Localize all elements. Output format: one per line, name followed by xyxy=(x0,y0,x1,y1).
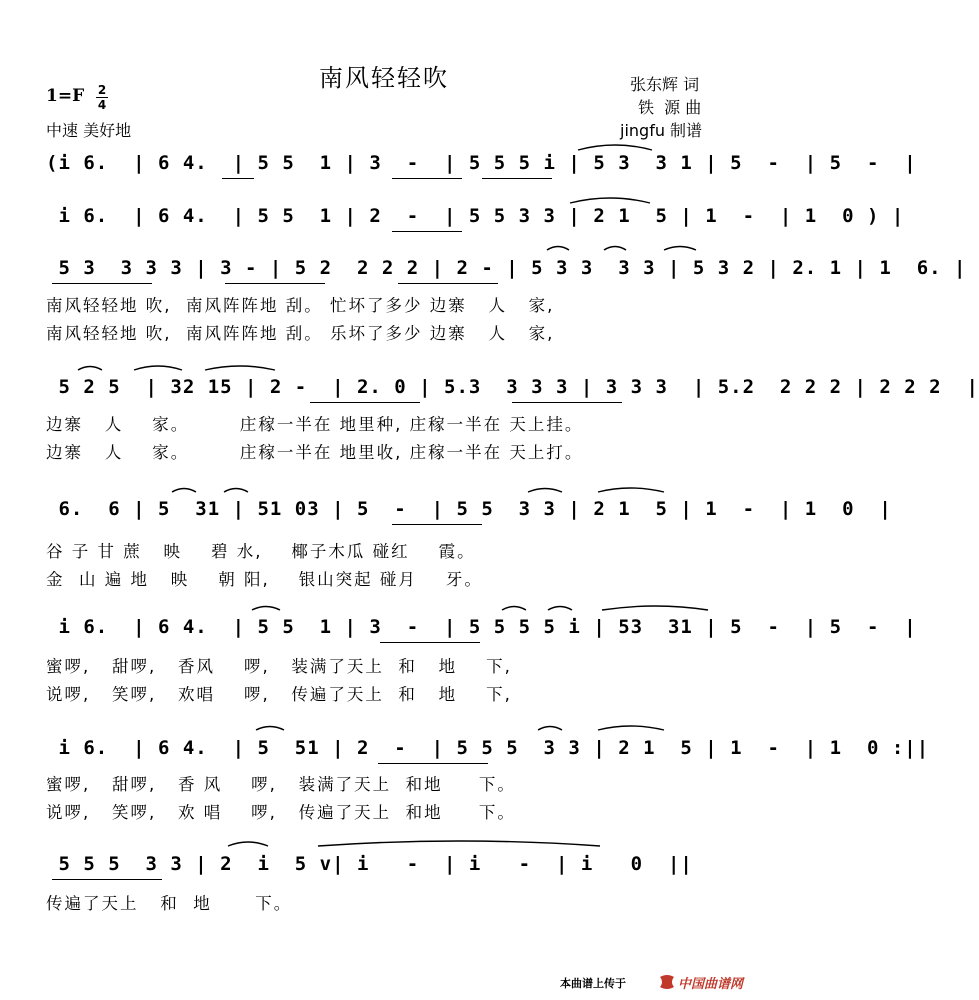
lyric-row-7-verse-1: 蜜啰, 甜啰, 香 风 啰, 装满了天上 和地 下。 xyxy=(46,775,516,794)
lyric-row-5-verse-1: 谷 子 甘 蔗 映 碧 水, 椰子木瓜 碰红 霞。 xyxy=(46,542,476,561)
lyric-row-6-verse-2: 说啰, 笑啰, 欢唱 啰, 传遍了天上 和 地 下, xyxy=(46,685,512,704)
key-signature: 1=F xyxy=(46,86,85,106)
song-title: 南风轻轻吹 xyxy=(319,64,449,92)
slur-arc xyxy=(528,489,562,493)
slur-arc xyxy=(604,247,626,251)
notation-row-5: 6. 6 | 5 31 | 51 03 | 5 - | 5 5 3 3 | 2 1 5 | 1 - | 1 0 | xyxy=(46,498,892,520)
slur-arc xyxy=(502,607,526,611)
notation-row-2: i 6. | 6 4. | 5 5 1 | 2 - | 5 5 3 3 | 2 1 5 | 1 - | 1 0 ) | xyxy=(46,205,905,227)
notation-row-3: 5 3 3 3 3 | 3 - | 5 2 2 2 2 | 2 - | 5 3 3 3 3 | 5 3 2 | 2. 1 | 1 6. | xyxy=(46,257,967,279)
lyric-row-4-verse-2: 边寨 人 家。 庄稼一半在 地里收, 庄稼一半在 天上打。 xyxy=(46,443,584,462)
lyric-row-5-verse-2: 金 山 遍 地 映 朝 阳, 银山突起 碰月 牙。 xyxy=(46,570,483,589)
composer-credit: 铁 源 曲 xyxy=(638,98,702,117)
lyric-row-3-verse-2: 南风轻轻地 吹, 南风阵阵地 刮。 乐坏了多少 边寨 人 家, xyxy=(46,324,555,343)
slur-arc xyxy=(172,489,196,493)
time-signature-top: 2 xyxy=(97,83,107,97)
slur-arc xyxy=(538,727,562,731)
lyric-row-3-verse-1: 南风轻轻地 吹, 南风阵阵地 刮。 忙坏了多少 边寨 人 家, xyxy=(46,296,555,315)
lyric-row-7-verse-2: 说啰, 笑啰, 欢 唱 啰, 传遍了天上 和地 下。 xyxy=(46,803,516,822)
slur-arc xyxy=(598,488,664,492)
site-logo-text: 中国曲谱网 xyxy=(678,977,744,992)
slur-arc xyxy=(205,366,275,370)
slur-arc xyxy=(598,726,664,730)
slur-arc xyxy=(664,247,696,251)
slur-arc xyxy=(602,606,708,610)
site-logo-icon xyxy=(658,974,676,990)
notation-row-6: i 6. | 6 4. | 5 5 1 | 3 - | 5 5 5 5 i | 53 31 | 5 - | 5 - | xyxy=(46,616,917,638)
slur-arc xyxy=(547,247,569,251)
time-signature-bottom: 4 xyxy=(97,98,107,112)
notation-row-4: 5 2 5 | 32 15 | 2 - | 2. 0 | 5.3 3 3 3 | 3 3 3 | 5.2 2 2 2 | 2 2 2 | xyxy=(46,376,979,398)
notation-row-8: 5 5 5 3 3 | 2 i 5 v| i - | i - | i 0 || xyxy=(46,853,693,875)
lyric-row-4-verse-1: 边寨 人 家。 庄稼一半在 地里种, 庄稼一半在 天上挂。 xyxy=(46,415,584,434)
lyric-row-6-verse-1: 蜜啰, 甜啰, 香风 啰, 装满了天上 和 地 下, xyxy=(46,657,512,676)
slur-arc xyxy=(224,489,248,493)
slur-arc xyxy=(548,607,572,611)
slur-arc xyxy=(78,367,102,371)
lyric-row-8-verse-1: 传遍了天上 和 地 下。 xyxy=(46,894,293,913)
slur-arc xyxy=(228,842,268,846)
slur-arc xyxy=(318,841,600,846)
slur-arc xyxy=(578,145,652,150)
tempo-marking: 中速 美好地 xyxy=(46,121,132,140)
slur-arc xyxy=(570,198,650,203)
slur-arc xyxy=(252,607,280,611)
lyricist-credit: 张东辉 词 xyxy=(630,75,700,94)
engraver-credit: jingfu 制谱 xyxy=(620,121,703,140)
notation-row-1: (i 6. | 6 4. | 5 5 1 | 3 - | 5 5 5 i | 5 3 3 1 | 5 - | 5 - | xyxy=(46,152,917,174)
notation-row-7: i 6. | 6 4. | 5 51 | 2 - | 5 5 5 3 3 | 2 1 5 | 1 - | 1 0 :|| xyxy=(46,737,930,759)
slur-arc xyxy=(134,366,182,370)
slur-arc xyxy=(256,727,284,731)
upload-source-label: 本曲谱上传于 xyxy=(560,977,626,990)
source-watermark xyxy=(560,972,765,994)
